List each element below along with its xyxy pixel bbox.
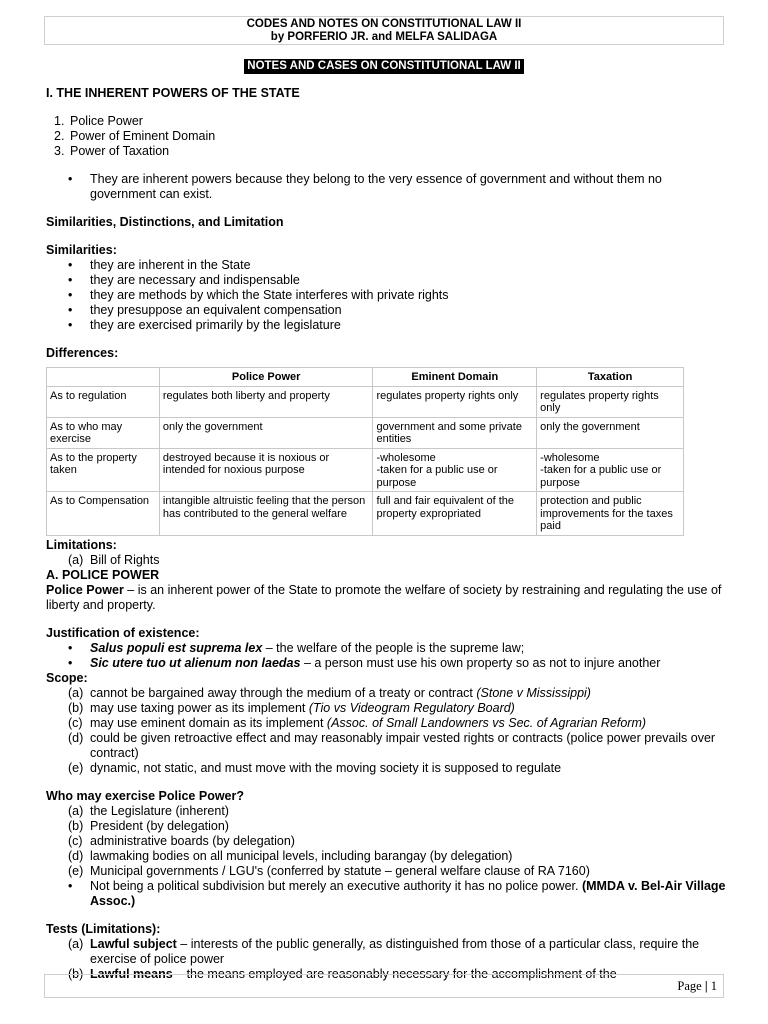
list-item: (c) administrative boards (by delegation) — [68, 833, 295, 848]
scope-list — [46, 686, 726, 776]
table-row — [47, 386, 684, 417]
list-item: 2. Power of Eminent Domain — [54, 129, 216, 143]
list-item: (b) may use taxing power as its implement (Tio vs Videogram Regulatory Board) — [68, 700, 515, 715]
table-header-row — [47, 368, 684, 387]
list-item: (e) dynamic, not static, and must move with the moving society it is supposed to regulate — [68, 760, 562, 775]
header-title: CODES AND NOTES ON CONSTITUTIONAL LAW II — [246, 18, 522, 30]
list-item: • Salus populi est suprema lex – the welfare of the people is the supreme law; — [46, 641, 726, 656]
similarities-list — [46, 258, 726, 333]
differences-table — [46, 367, 684, 536]
document-body — [46, 86, 726, 982]
table-cell: As to regulation — [47, 386, 160, 417]
table-cell: destroyed because it is noxious or intended for noxious purpose — [159, 448, 373, 492]
section-title: I. THE INHERENT POWERS OF THE STATE — [46, 86, 300, 100]
list-item: • they are inherent in the State — [46, 258, 726, 273]
list-item: • they are necessary and indispensable — [46, 273, 726, 288]
page-number: Page | 1 — [677, 979, 717, 993]
list-item: (c) may use eminent domain as its implement (Assoc. of Small Landowners vs Sec. of Agrarian Reform) — [68, 715, 647, 730]
list-item: • they presuppose an equivalent compensation — [46, 303, 726, 318]
justification-label: Justification of existence: — [46, 625, 200, 640]
table-row — [47, 417, 684, 448]
who-may-exercise-label: Who may exercise Police Power? — [46, 788, 244, 803]
document-header — [44, 16, 724, 45]
table-cell: As to the property taken — [47, 448, 160, 492]
limitations-label: Limitations: — [46, 537, 117, 552]
table-cell: regulates both liberty and property — [159, 386, 373, 417]
table-cell: regulates property rights only — [373, 386, 537, 417]
list-item: 3. Power of Taxation — [54, 144, 170, 158]
police-power-heading: A. POLICE POWER — [46, 567, 160, 582]
table-header-cell: Taxation — [537, 368, 684, 387]
list-item: (b) Lawful means – the means employed are reasonably necessary for the accomplishment of the — [68, 966, 617, 981]
table-row — [47, 448, 684, 492]
table-header-cell: Eminent Domain — [373, 368, 537, 387]
inherent-note: • They are inherent powers because they belong to the very essence of government and without them no government can exist. — [46, 172, 726, 202]
list-item: (d) lawmaking bodies on all municipal levels, including barangay (by delegation) — [68, 848, 513, 863]
tests-label: Tests (Limitations): — [46, 921, 161, 936]
list-item: • they are exercised primarily by the legislature — [46, 318, 726, 333]
page-footer — [44, 974, 724, 998]
banner-wrap — [0, 58, 768, 74]
who-may-exercise-list — [46, 804, 726, 909]
table-cell: only the government — [159, 417, 373, 448]
list-item: (b) President (by delegation) — [68, 818, 229, 833]
list-item: (d) could be given retroactive effect and may reasonably impair vested rights or contracts (police power prevails over contract) — [68, 730, 716, 760]
table-cell: -wholesome -taken for a public use or purpose — [373, 448, 537, 492]
table-cell: full and fair equivalent of the property expropriated — [373, 492, 537, 536]
header-authors: by PORFERIO JR. and MELFA SALIDAGA — [270, 31, 498, 43]
scope-label: Scope: — [46, 670, 88, 685]
table-cell: only the government — [537, 417, 684, 448]
differences-label: Differences: — [46, 346, 119, 360]
table-row — [47, 492, 684, 536]
list-item: • Sic utere tuo ut alienum non laedas – a person must use his own property so as not to injure another — [46, 656, 726, 671]
list-item: • they are methods by which the State interferes with private rights — [46, 288, 726, 303]
table-header-cell — [47, 368, 160, 387]
list-item: (a) the Legislature (inherent) — [68, 803, 229, 818]
list-item: (a) cannot be bargained away through the medium of a treaty or contract (Stone v Mississippi) — [68, 685, 591, 700]
table-cell: government and some private entities — [373, 417, 537, 448]
table-cell: As to Compensation — [47, 492, 160, 536]
list-item: • Not being a political subdivision but merely an executive authority it has no police power. (MMDA v. Bel-Air Village Assoc.) — [46, 879, 726, 909]
similarities-heading: Similarities, Distinctions, and Limitation — [46, 215, 284, 229]
powers-list — [46, 114, 726, 159]
list-item: (a) Lawful subject – interests of the public generally, as distinguished from those of a particular class, require the exercise of police power — [68, 936, 700, 966]
section-banner: NOTES AND CASES ON CONSTITUTIONAL LAW II — [244, 59, 523, 74]
table-header-cell: Police Power — [159, 368, 373, 387]
list-item: 1. Police Power — [54, 114, 143, 128]
similarities-label: Similarities: — [46, 243, 117, 257]
list-item: (a) Bill of Rights — [68, 552, 160, 567]
table-cell: As to who may exercise — [47, 417, 160, 448]
police-power-definition: Police Power – is an inherent power of the State to promote the welfare of society by restraining and regulating the use of liberty and property. — [46, 582, 722, 612]
table-cell: protection and public improvements for the taxes paid — [537, 492, 684, 536]
table-cell: intangible altruistic feeling that the person has contributed to the general welfare — [159, 492, 373, 536]
table-cell: -wholesome -taken for a public use or purpose — [537, 448, 684, 492]
list-item: (e) Municipal governments / LGU's (conferred by statute – general welfare clause of RA 7160) — [68, 863, 590, 878]
table-cell: regulates property rights only — [537, 386, 684, 417]
